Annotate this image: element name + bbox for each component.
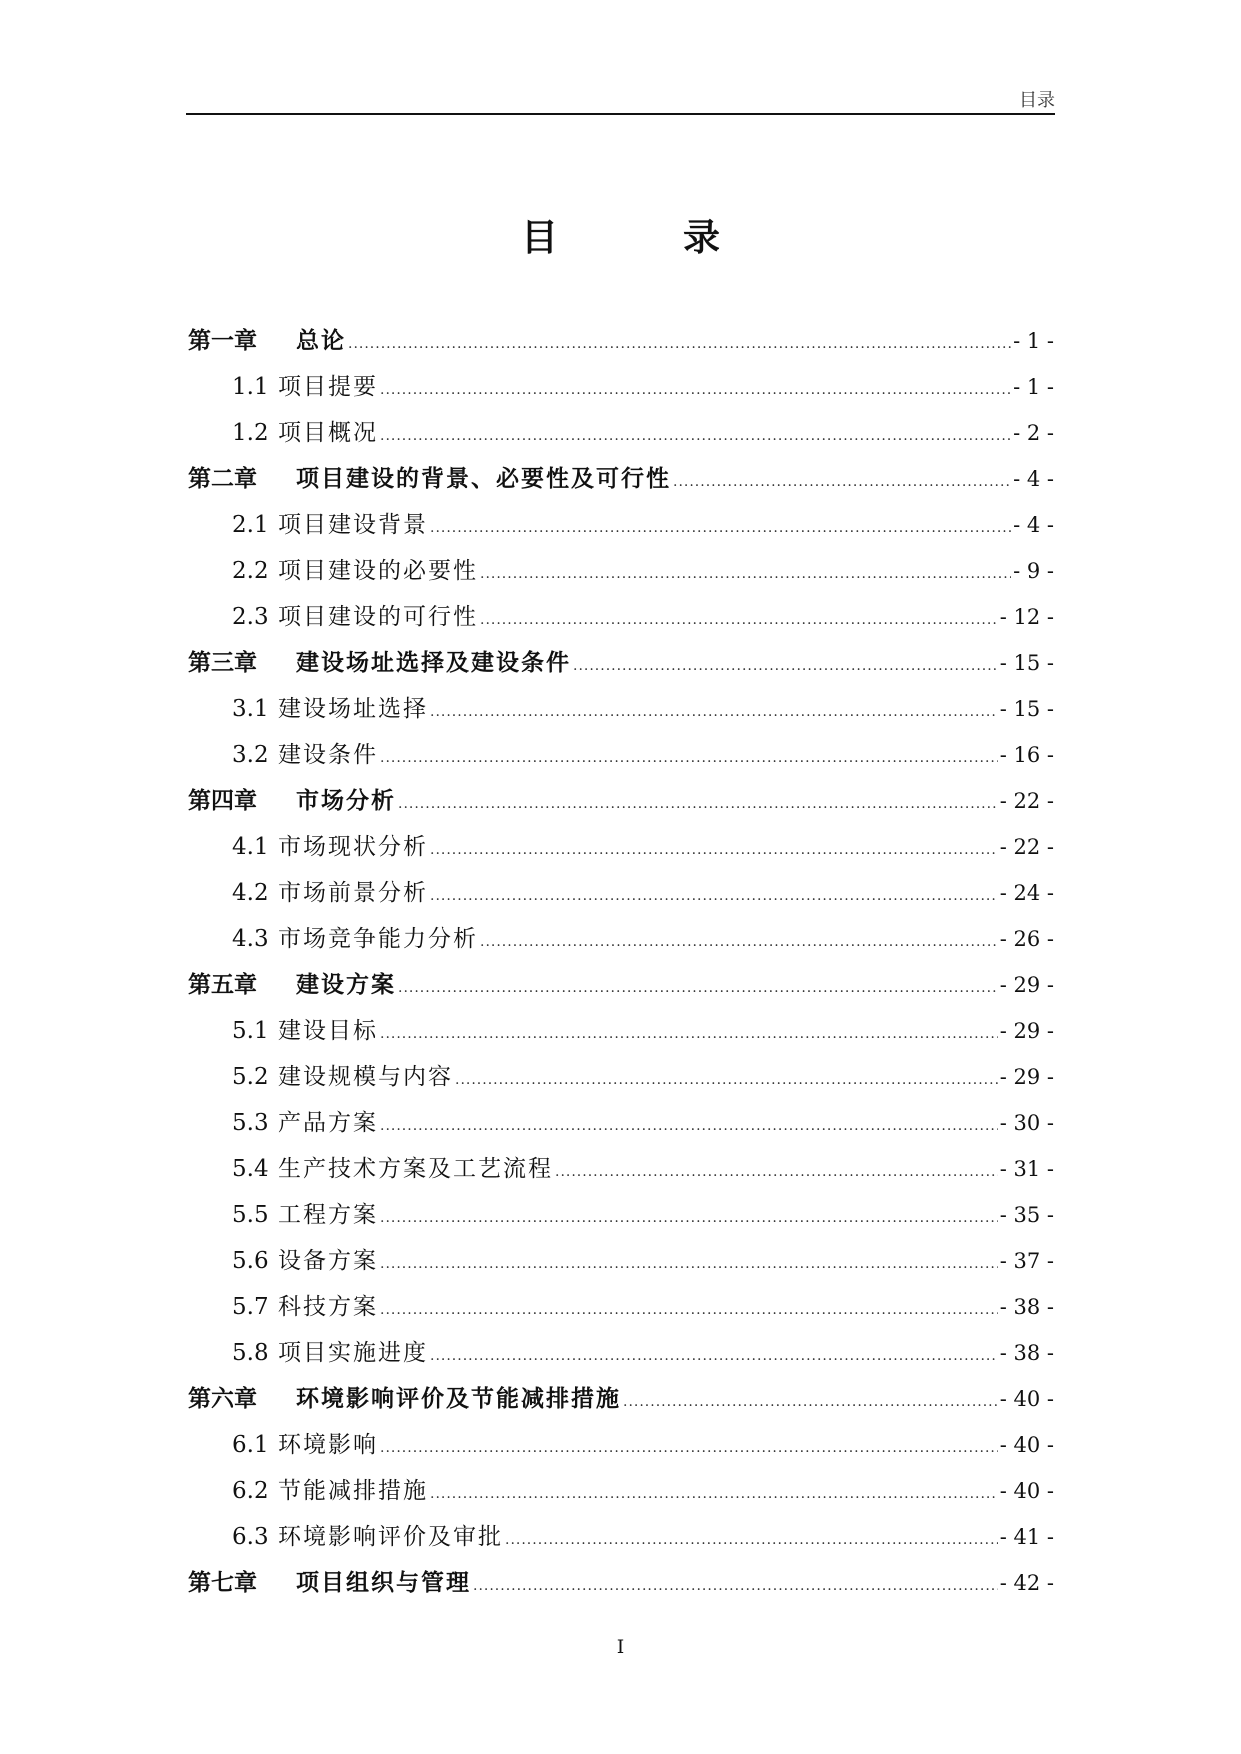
toc-dot-leader xyxy=(380,1103,998,1149)
toc-dot-leader xyxy=(348,321,1011,367)
toc-entry-number: 第二章 xyxy=(188,465,257,492)
toc-section-entry[interactable] xyxy=(188,364,1054,410)
toc-entry-label: 环境影响评价及审批 xyxy=(278,1524,503,1550)
toc-entry-label: 节能减排措施 xyxy=(278,1478,428,1504)
toc-entry-number: 1.1 xyxy=(232,374,269,400)
toc-chapter-entry[interactable] xyxy=(188,1376,1054,1422)
toc-entry-number: 5.3 xyxy=(232,1110,269,1136)
toc-section-entry[interactable] xyxy=(188,916,1054,962)
toc-entry-label: 环境影响评价及节能减排措施 xyxy=(296,1385,621,1412)
toc-page-number: - 1 - xyxy=(1013,375,1054,399)
toc-chapter-entry[interactable] xyxy=(188,318,1054,364)
toc-entry-label: 建设目标 xyxy=(278,1018,378,1044)
toc-dot-leader xyxy=(430,1471,998,1517)
header-rule xyxy=(186,113,1055,115)
toc-dot-leader xyxy=(480,597,998,643)
toc-entry-label: 总论 xyxy=(296,327,346,354)
toc-dot-leader xyxy=(455,1057,998,1103)
toc-entry-label: 项目建设背景 xyxy=(278,512,428,538)
toc-entry-number: 第四章 xyxy=(188,787,257,814)
toc-chapter-entry[interactable] xyxy=(188,778,1054,824)
toc-entry-number: 2.3 xyxy=(232,604,269,630)
toc-entry-number: 5.7 xyxy=(232,1294,269,1320)
toc-dot-leader xyxy=(480,551,1011,597)
toc-section-entry[interactable] xyxy=(188,548,1054,594)
toc-entry-number: 5.8 xyxy=(232,1340,269,1366)
toc-dot-leader xyxy=(623,1379,998,1425)
toc-section-entry[interactable] xyxy=(188,594,1054,640)
toc-entry-label: 科技方案 xyxy=(278,1294,378,1320)
toc-dot-leader xyxy=(430,827,998,873)
toc-entry-number: 第五章 xyxy=(188,971,257,998)
toc-page-number: - 22 - xyxy=(999,789,1054,813)
toc-page-number: - 1 - xyxy=(1013,329,1054,353)
toc-section-entry[interactable] xyxy=(188,1146,1054,1192)
toc-entry-label: 建设场址选择及建设条件 xyxy=(296,649,571,676)
toc-dot-leader xyxy=(380,1195,998,1241)
toc-page-number: - 40 - xyxy=(999,1433,1054,1457)
toc-entry-number: 5.4 xyxy=(232,1156,269,1182)
toc-entry-label: 建设方案 xyxy=(296,971,396,998)
toc-entry-number: 3.2 xyxy=(232,742,269,768)
toc-chapter-entry[interactable] xyxy=(188,456,1054,502)
toc-dot-leader xyxy=(430,873,998,919)
toc-entry-number: 5.5 xyxy=(232,1202,269,1228)
toc-entry-label: 生产技术方案及工艺流程 xyxy=(278,1156,553,1182)
toc-section-entry[interactable] xyxy=(188,1514,1054,1560)
toc-entry-number: 5.1 xyxy=(232,1018,269,1044)
toc-entry-label: 市场前景分析 xyxy=(278,880,428,906)
toc-page-number: - 15 - xyxy=(999,651,1054,675)
toc-entry-label: 市场分析 xyxy=(296,787,396,814)
toc-page-number: - 40 - xyxy=(999,1479,1054,1503)
toc-page-number: - 29 - xyxy=(999,973,1054,997)
toc-page-number: - 9 - xyxy=(1013,559,1054,583)
toc-dot-leader xyxy=(430,1333,998,1379)
toc-dot-leader xyxy=(573,643,998,689)
toc-page-number: - 12 - xyxy=(999,605,1054,629)
toc-dot-leader xyxy=(380,367,1011,413)
toc-entry-label: 环境影响 xyxy=(278,1432,378,1458)
toc-page-number: - 24 - xyxy=(999,881,1054,905)
toc-dot-leader xyxy=(505,1517,998,1563)
toc-entry-label: 项目提要 xyxy=(278,374,378,400)
toc-dot-leader xyxy=(430,505,1011,551)
toc-dot-leader xyxy=(673,459,1011,505)
toc-entry-label: 项目实施进度 xyxy=(278,1340,428,1366)
toc-chapter-entry[interactable] xyxy=(188,640,1054,686)
toc-entry-label: 工程方案 xyxy=(278,1202,378,1228)
toc-section-entry[interactable] xyxy=(188,1054,1054,1100)
toc-entry-number: 第六章 xyxy=(188,1385,257,1412)
toc-section-entry[interactable] xyxy=(188,1192,1054,1238)
toc-entry-number: 第七章 xyxy=(188,1569,257,1596)
toc-entry-number: 4.3 xyxy=(232,926,269,952)
toc-page-number: - 22 - xyxy=(999,835,1054,859)
toc-section-entry[interactable] xyxy=(188,1238,1054,1284)
toc-entry-label: 建设规模与内容 xyxy=(278,1064,453,1090)
toc-dot-leader xyxy=(380,1241,998,1287)
toc-section-entry[interactable] xyxy=(188,1100,1054,1146)
toc-entry-number: 4.1 xyxy=(232,834,269,860)
toc-entry-label: 项目组织与管理 xyxy=(296,1569,471,1596)
toc-dot-leader xyxy=(398,781,998,827)
toc-page-number: - 38 - xyxy=(999,1295,1054,1319)
running-header: 目录 xyxy=(1019,90,1055,111)
toc-page-number: - 29 - xyxy=(999,1065,1054,1089)
page-number: I xyxy=(616,1636,625,1658)
toc-entry-label: 建设条件 xyxy=(278,742,378,768)
toc-page-number: - 38 - xyxy=(999,1341,1054,1365)
toc-page-number: - 41 - xyxy=(999,1525,1054,1549)
toc-page-number: - 2 - xyxy=(1013,421,1054,445)
toc-dot-leader xyxy=(480,919,998,965)
toc-entry-number: 6.2 xyxy=(232,1478,269,1504)
toc-entry-label: 市场竞争能力分析 xyxy=(278,926,478,952)
toc-section-entry[interactable] xyxy=(188,824,1054,870)
toc-dot-leader xyxy=(380,413,1011,459)
toc-dot-leader xyxy=(380,735,998,781)
toc-chapter-entry[interactable] xyxy=(188,962,1054,1008)
toc-entry-number: 第一章 xyxy=(188,327,257,354)
toc-dot-leader xyxy=(380,1287,998,1333)
toc-entry-label: 项目建设的背景、必要性及可行性 xyxy=(296,465,671,492)
toc-page-number: - 37 - xyxy=(999,1249,1054,1273)
page-title: 目 录 xyxy=(521,215,764,259)
toc-section-entry[interactable] xyxy=(188,870,1054,916)
toc-page-number: - 29 - xyxy=(999,1019,1054,1043)
toc-page-number: - 30 - xyxy=(999,1111,1054,1135)
toc-page-number: - 40 - xyxy=(999,1387,1054,1411)
toc-entry-number: 2.1 xyxy=(232,512,269,538)
toc-page-number: - 15 - xyxy=(999,697,1054,721)
toc-section-entry[interactable] xyxy=(188,686,1054,732)
toc-dot-leader xyxy=(398,965,998,1011)
toc-section-entry[interactable] xyxy=(188,502,1054,548)
table-of-contents xyxy=(188,318,1054,1606)
toc-page-number: - 4 - xyxy=(1013,513,1054,537)
toc-section-entry[interactable] xyxy=(188,1468,1054,1514)
toc-entry-label: 产品方案 xyxy=(278,1110,378,1136)
toc-page-number: - 35 - xyxy=(999,1203,1054,1227)
toc-dot-leader xyxy=(380,1011,998,1057)
toc-page-number: - 26 - xyxy=(999,927,1054,951)
toc-dot-leader xyxy=(555,1149,998,1195)
toc-chapter-entry[interactable] xyxy=(188,1560,1054,1606)
toc-entry-label: 项目概况 xyxy=(278,420,378,446)
toc-page-number: - 16 - xyxy=(999,743,1054,767)
toc-entry-number: 6.3 xyxy=(232,1524,269,1550)
toc-entry-number: 4.2 xyxy=(232,880,269,906)
toc-page-number: - 31 - xyxy=(999,1157,1054,1181)
toc-section-entry[interactable] xyxy=(188,1422,1054,1468)
toc-page-number: - 42 - xyxy=(999,1571,1054,1595)
toc-entry-number: 3.1 xyxy=(232,696,269,722)
toc-dot-leader xyxy=(430,689,998,735)
toc-dot-leader xyxy=(473,1563,998,1609)
toc-entry-number: 2.2 xyxy=(232,558,269,584)
toc-entry-number: 1.2 xyxy=(232,420,269,446)
toc-entry-label: 设备方案 xyxy=(278,1248,378,1274)
toc-entry-label: 建设场址选择 xyxy=(278,696,428,722)
toc-entry-number: 5.2 xyxy=(232,1064,269,1090)
toc-entry-number: 6.1 xyxy=(232,1432,269,1458)
toc-dot-leader xyxy=(380,1425,998,1471)
toc-page-number: - 4 - xyxy=(1013,467,1054,491)
toc-section-entry[interactable] xyxy=(188,1008,1054,1054)
toc-section-entry[interactable] xyxy=(188,1330,1054,1376)
toc-section-entry[interactable] xyxy=(188,410,1054,456)
toc-entry-label: 项目建设的必要性 xyxy=(278,558,478,584)
toc-section-entry[interactable] xyxy=(188,732,1054,778)
toc-entry-number: 5.6 xyxy=(232,1248,269,1274)
toc-entry-label: 项目建设的可行性 xyxy=(278,604,478,630)
toc-section-entry[interactable] xyxy=(188,1284,1054,1330)
toc-entry-label: 市场现状分析 xyxy=(278,834,428,860)
toc-entry-number: 第三章 xyxy=(188,649,257,676)
